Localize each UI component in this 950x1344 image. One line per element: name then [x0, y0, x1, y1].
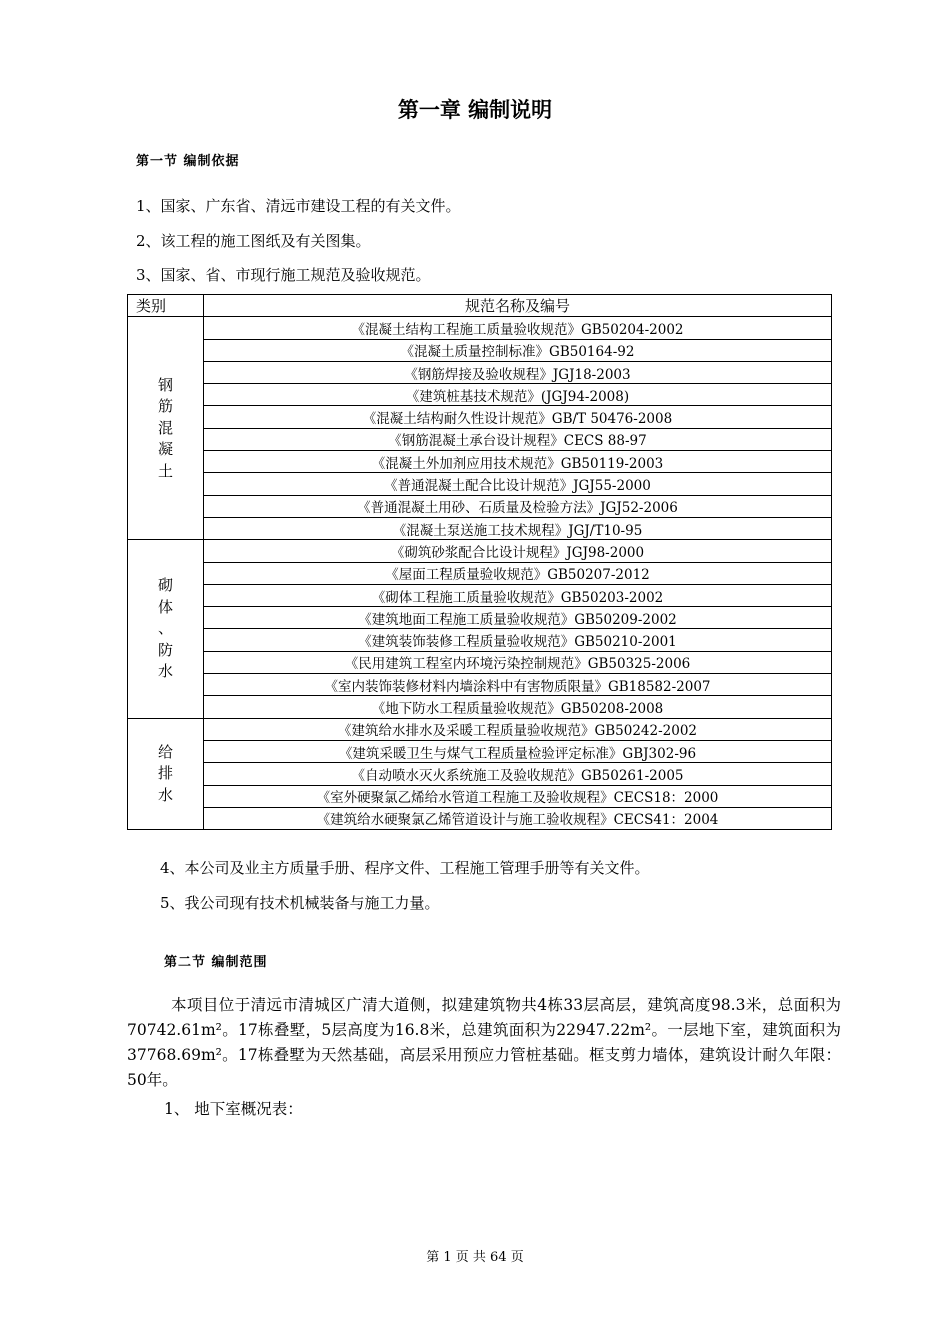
table-row — [128, 718, 832, 740]
table-row — [128, 517, 832, 539]
standards-table — [127, 294, 832, 830]
category-cell: 砌 体 、 防 水 — [128, 540, 204, 718]
standard-cell: 《室外硬聚氯乙烯给水管道工程施工及验收规程》CECS18：2000 — [204, 785, 832, 807]
standard-cell: 《混凝土泵送施工技术规程》JGJ/T10-95 — [204, 517, 832, 539]
standard-cell: 《混凝土外加剂应用技术规范》GB50119-2003 — [204, 451, 832, 473]
category-cell: 给 排 水 — [128, 718, 204, 829]
standard-cell: 《普通混凝土用砂、石质量及检验方法》JGJ52-2006 — [204, 495, 832, 517]
section1-title: 第一节 编制依据 — [136, 154, 240, 169]
standard-cell: 《建筑给水硬聚氯乙烯管道设计与施工验收规程》CECS41：2004 — [204, 807, 832, 829]
standard-cell: 《混凝土质量控制标准》GB50164-92 — [204, 339, 832, 361]
table-row — [128, 473, 832, 495]
standard-cell: 《自动喷水灭火系统施工及验收规范》GB50261-2005 — [204, 763, 832, 785]
standard-cell: 《砌体工程施工质量验收规范》GB50203-2002 — [204, 584, 832, 606]
standard-cell: 《建筑桩基技术规范》(JGJ94-2008) — [204, 384, 832, 406]
standard-cell: 《建筑采暖卫生与煤气工程质量检验评定标准》GBJ302-96 — [204, 740, 832, 762]
table-row — [128, 384, 832, 406]
table-row — [128, 361, 832, 383]
table-row — [128, 540, 832, 562]
page-footer: 第 1 页 共 64 页 — [426, 1250, 524, 1265]
standard-cell: 《钢筋混凝土承台设计规程》CECS 88-97 — [204, 428, 832, 450]
standard-cell: 《混凝土结构耐久性设计规范》GB/T 50476-2008 — [204, 406, 832, 428]
scope-paragraph: 本项目位于清远市清城区广清大道侧，拟建建筑物共4栋33层高层，建筑高度98.3米，总面积为70742.61m²。17栋叠墅，5层高度为16.8米，总建筑面积为22947.22m²。一层地下室，建筑面积为37768.69m²。17栋叠墅为天然基础，高层采用预应力管桩基础。框支剪力墙体，建筑设计耐久年限：50年。 — [127, 996, 841, 1089]
chapter-title: 第一章 编制说明 — [397, 98, 553, 122]
table-row — [128, 674, 832, 696]
standard-cell: 《建筑装饰装修工程质量验收规范》GB50210-2001 — [204, 629, 832, 651]
header-name: 规范名称及编号 — [204, 295, 832, 317]
table-row — [128, 629, 832, 651]
standard-cell: 《地下防水工程质量验收规范》GB50208-2008 — [204, 696, 832, 718]
basis-item-1: 1、国家、广东省、清远市建设工程的有关文件。 — [136, 197, 461, 215]
table-row — [128, 696, 832, 718]
header-category: 类别 — [128, 295, 204, 317]
standard-cell: 《建筑地面工程施工质量验收规范》GB50209-2002 — [204, 607, 832, 629]
basis-item-2: 2、该工程的施工图纸及有关图集。 — [136, 232, 371, 250]
table-row — [128, 740, 832, 762]
standard-cell: 《普通混凝土配合比设计规范》JGJ55-2000 — [204, 473, 832, 495]
table-row — [128, 428, 832, 450]
basis-item-3: 3、国家、省、市现行施工规范及验收规范。 — [136, 266, 431, 284]
basis-item-5: 5、我公司现有技术机械装备与施工力量。 — [160, 894, 440, 912]
table-row — [128, 339, 832, 361]
table-row — [128, 807, 832, 829]
table-row — [128, 406, 832, 428]
section2-title: 第二节 编制范围 — [164, 955, 268, 970]
standard-cell: 《室内装饰装修材料内墙涂料中有害物质限量》GB18582-2007 — [204, 674, 832, 696]
standard-cell: 《砌筑砂浆配合比设计规程》JGJ98-2000 — [204, 540, 832, 562]
basis-item-4: 4、本公司及业主方质量手册、程序文件、工程施工管理手册等有关文件。 — [160, 859, 650, 877]
table-row — [128, 607, 832, 629]
table-row — [128, 562, 832, 584]
table-row — [128, 451, 832, 473]
standard-cell: 《屋面工程质量验收规范》GB50207-2012 — [204, 562, 832, 584]
standard-cell: 《建筑给水排水及采暖工程质量验收规范》GB50242-2002 — [204, 718, 832, 740]
category-cell: 钢 筋 混 凝 土 — [128, 317, 204, 540]
table-row — [128, 651, 832, 673]
table-row — [128, 495, 832, 517]
table-row — [128, 763, 832, 785]
standard-cell: 《钢筋焊接及验收规程》JGJ18-2003 — [204, 361, 832, 383]
table-row — [128, 785, 832, 807]
standard-cell: 《民用建筑工程室内环境污染控制规范》GB50325-2006 — [204, 651, 832, 673]
standard-cell: 《混凝土结构工程施工质量验收规范》GB50204-2002 — [204, 317, 832, 339]
table-row — [128, 584, 832, 606]
basement-item: 1、 地下室概况表： — [164, 1100, 303, 1118]
table-header-row — [128, 295, 832, 317]
table-row — [128, 317, 832, 339]
